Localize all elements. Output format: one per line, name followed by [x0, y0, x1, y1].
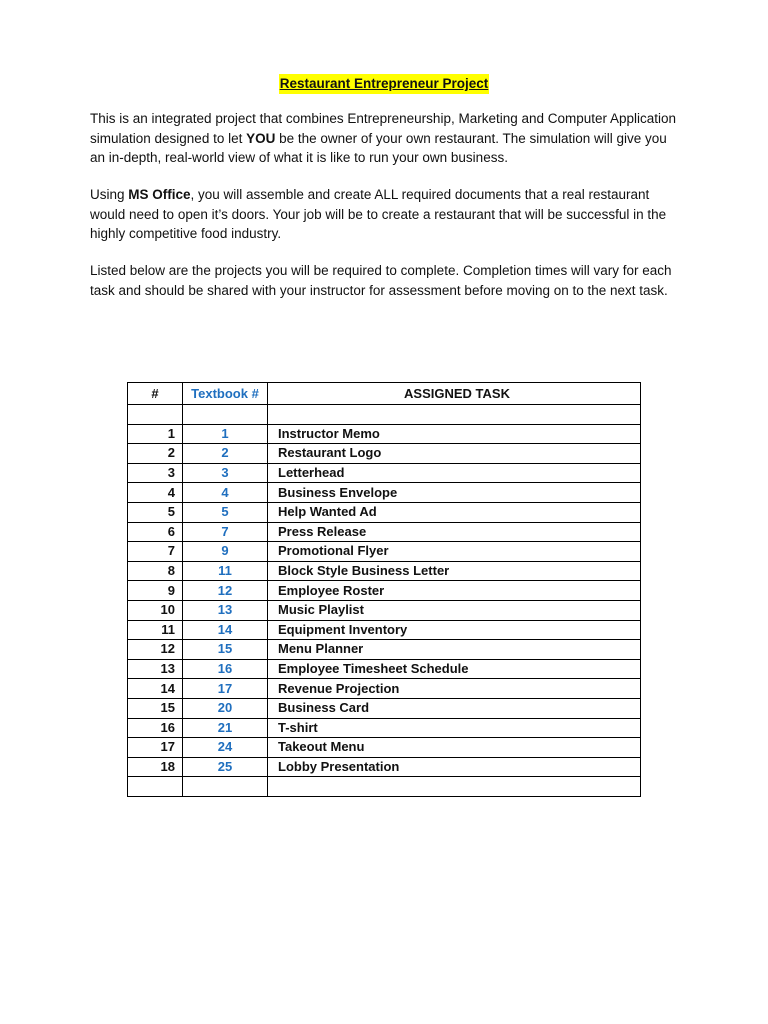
office-text-start: Using	[90, 187, 129, 202]
row-task-name: Letterhead	[268, 463, 641, 483]
assigned-tasks-table	[127, 382, 641, 797]
row-number: 13	[128, 659, 183, 679]
row-number	[128, 777, 183, 797]
header-task: ASSIGNED TASK	[268, 383, 641, 405]
row-number: 11	[128, 620, 183, 640]
row-textbook-number: 5	[183, 502, 268, 522]
row-textbook-number: 12	[183, 581, 268, 601]
row-textbook-number: 25	[183, 757, 268, 777]
row-task-name: Promotional Flyer	[268, 542, 641, 562]
row-number: 6	[128, 522, 183, 542]
projects-paragraph: Listed below are the projects you will be required to complete. Completion times will vary for each task and should be shared with your instructor for assessment before moving on to the next task.	[90, 263, 672, 298]
row-task-name	[268, 405, 641, 425]
intro-text-bold: YOU	[246, 130, 276, 146]
row-textbook-number: 20	[183, 698, 268, 718]
table-row	[128, 444, 641, 464]
intro-text-end: be the owner of your own restaurant. The simulation will give you an in-depth, real-world view of what it is like to run your own business.	[90, 130, 667, 165]
office-text-end: , you will assemble and create ALL required documents that a real restaurant would need to open it’s doors. Your job will be to create a restaurant that will be successful in the highly competitive food industry.	[90, 187, 667, 241]
header-textbook: Textbook #	[183, 383, 268, 405]
row-textbook-number: 24	[183, 738, 268, 758]
row-task-name: T-shirt	[268, 718, 641, 738]
row-textbook-number: 11	[183, 561, 268, 581]
row-textbook-number	[183, 405, 268, 425]
row-number: 16	[128, 718, 183, 738]
row-task-name: Employee Roster	[268, 581, 641, 601]
table-header-row	[128, 383, 641, 405]
row-number: 7	[128, 542, 183, 562]
row-textbook-number: 13	[183, 600, 268, 620]
document-title: Restaurant Entrepreneur Project	[279, 74, 490, 94]
row-number: 14	[128, 679, 183, 699]
row-task-name: Help Wanted Ad	[268, 502, 641, 522]
row-textbook-number: 7	[183, 522, 268, 542]
row-task-name: Lobby Presentation	[268, 757, 641, 777]
table-row	[128, 600, 641, 620]
row-task-name: Business Card	[268, 698, 641, 718]
row-number: 9	[128, 581, 183, 601]
row-task-name: Menu Planner	[268, 640, 641, 660]
row-task-name: Takeout Menu	[268, 738, 641, 758]
table-row	[128, 738, 641, 758]
office-text-bold: MS Office	[128, 187, 191, 202]
row-number: 17	[128, 738, 183, 758]
table-row	[128, 679, 641, 699]
row-task-name: Employee Timesheet Schedule	[268, 659, 641, 679]
table-row	[128, 718, 641, 738]
row-task-name: Business Envelope	[268, 483, 641, 503]
row-number: 10	[128, 600, 183, 620]
intro-paragraph	[90, 109, 680, 168]
table-row	[128, 698, 641, 718]
row-textbook-number: 16	[183, 659, 268, 679]
table-row	[128, 659, 641, 679]
table-row	[128, 620, 641, 640]
row-textbook-number: 1	[183, 424, 268, 444]
table-row	[128, 542, 641, 562]
table-row	[128, 561, 641, 581]
table-row	[128, 757, 641, 777]
row-textbook-number: 4	[183, 483, 268, 503]
row-number: 1	[128, 424, 183, 444]
row-number: 15	[128, 698, 183, 718]
header-num: #	[128, 383, 183, 405]
row-textbook-number	[183, 777, 268, 797]
table-row	[128, 483, 641, 503]
row-number: 4	[128, 483, 183, 503]
row-number: 18	[128, 757, 183, 777]
table-row	[128, 405, 641, 425]
row-textbook-number: 9	[183, 542, 268, 562]
table-row	[128, 424, 641, 444]
title-wrap	[0, 74, 768, 94]
table-row	[128, 581, 641, 601]
office-paragraph	[90, 185, 680, 244]
row-number: 5	[128, 502, 183, 522]
row-number: 12	[128, 640, 183, 660]
table-row	[128, 522, 641, 542]
row-textbook-number: 14	[183, 620, 268, 640]
row-task-name: Music Playlist	[268, 600, 641, 620]
row-number: 8	[128, 561, 183, 581]
row-textbook-number: 15	[183, 640, 268, 660]
row-task-name: Block Style Business Letter	[268, 561, 641, 581]
row-number	[128, 405, 183, 425]
row-task-name: Revenue Projection	[268, 679, 641, 699]
row-textbook-number: 17	[183, 679, 268, 699]
row-task-name: Restaurant Logo	[268, 444, 641, 464]
table-row	[128, 777, 641, 797]
table-row	[128, 463, 641, 483]
row-textbook-number: 2	[183, 444, 268, 464]
table-row	[128, 640, 641, 660]
intro-text-start: This is an integrated project that combines Entrepreneurship, Marketing and Computer Application simulation designed to let	[90, 111, 677, 146]
table-body	[128, 405, 641, 797]
row-task-name	[268, 777, 641, 797]
row-task-name: Press Release	[268, 522, 641, 542]
row-number: 2	[128, 444, 183, 464]
table-row	[128, 502, 641, 522]
row-textbook-number: 21	[183, 718, 268, 738]
row-number: 3	[128, 463, 183, 483]
row-task-name: Instructor Memo	[268, 424, 641, 444]
row-textbook-number: 3	[183, 463, 268, 483]
row-task-name: Equipment Inventory	[268, 620, 641, 640]
